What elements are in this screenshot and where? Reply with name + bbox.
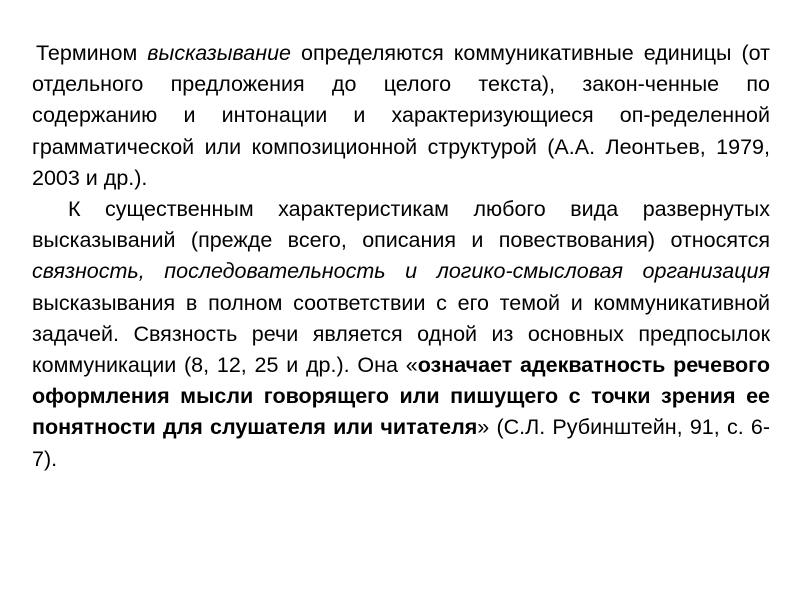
citation-text: » (С.Л. Рубинштейн, 91, с. 6-7). <box>32 415 770 471</box>
bold-quote: означает адекватность речевого оформления мысли говорящего или пишущего с точки зрения ее понятности для слушателя или читателя <box>32 353 770 440</box>
paragraph-text: Термином <box>36 41 148 65</box>
slide-body <box>32 38 770 475</box>
paragraph-characteristics <box>32 194 770 475</box>
paragraph-definition <box>32 38 770 194</box>
italic-terms: связность, последовательность и логико-смысловая организация <box>32 259 770 284</box>
paragraph-text: определяются коммуникативные единицы (от отдельного предложения до целого текста), закон-ченные по содержанию и интонации и характеризующиеся оп-ределенной грамматической или композиционной структурой (А.А. Леонтьев, 1979, 2003 и др.). <box>32 41 770 190</box>
paragraph-text: высказывания в полном соответствии с его темой и коммуникативной задачей. Связность речи является одной из основных предпосылок коммуникации (8, 12, 25 и др.). Она « <box>32 290 770 378</box>
italic-term: высказывание <box>147 41 291 65</box>
paragraph-text: К существенным характеристикам любого вида развернутых высказываний (прежде всего, описания и повествования) относятся <box>32 197 770 253</box>
